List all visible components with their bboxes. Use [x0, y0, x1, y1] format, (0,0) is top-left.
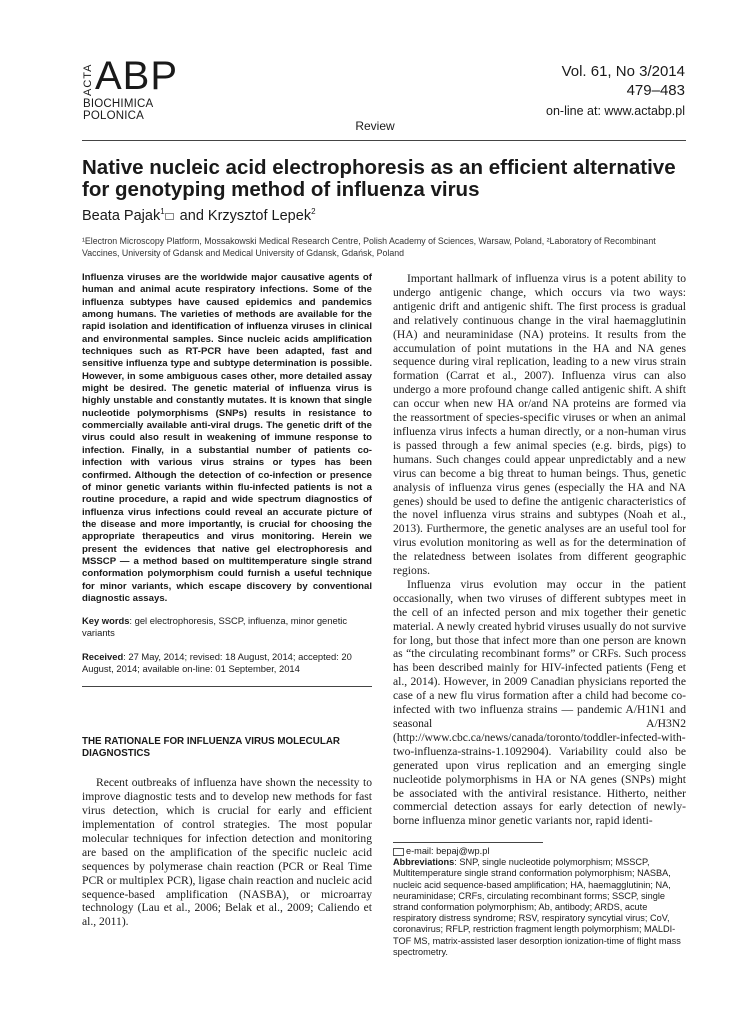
- journal-volume: Vol. 61, No 3/2014: [561, 63, 685, 80]
- journal-online: on-line at: www.actabp.pl: [546, 104, 685, 118]
- mail-icon: [393, 848, 404, 856]
- logo-abp: ABP: [95, 54, 179, 98]
- left-body-paragraph: Recent outbreaks of influenza have shown the necessity to improve diagnostic tests and to develop new methods for fast virus detection, which is crucial for early and efficient implementation of control strategies. The most popular molecular techniques for infection detection and monitoring are based on the amplification of the specific nucleic acid sequences by polymerase chain reaction (PCR or Real Time PCR or multiplex PCR), ligase chain reaction and nucleic acid sequence-based amplification (NASBA), or microarray technology (Lau et al., 2006; Belak et al., 2009; Caliendo et al., 2011).: [82, 776, 372, 929]
- journal-logo: [82, 54, 179, 124]
- header-divider: [82, 140, 686, 141]
- mail-icon: [165, 213, 174, 220]
- right-body-paragraph-1: Important hallmark of influenza virus is a potent ability to undergo antigenic change, which occurs via two ways: antigenic drift and antigenic shift. The first process is gradual and relatively continuous change in the viral haemagglutinin (HA) and neuraminidase (NA) proteins. It results from the accumulation of point mutations in the HA and NA genes sequence during viral replication, leading to a new virus strain formation (Carrat et al., 2007). Influenza virus can also undergo a more profound change called antigenic shift. A shift can occur when new HA or/and NA proteins are formed via the reassortment of species-specific viruses or when an animal influenza virus infects a human directly, or a non-human virus is passed through a few animal species (e.g. birds, pigs) to humans. Such changes could appear unpredictably and a new virus can become a big threat to human beings. Thus, genetic analysis of influenza virus genes (especially the HA and NA genes) should be used to define the antigenic characteristics of the novel influenza virus strains and subtypes (Noah et al., 2013). Furthermore, the genetic analyses are an useful tool for virus evolution monitoring as well as for the determination of the relatedness between isolates from different geographic regions.: [393, 272, 686, 578]
- footnotes: [393, 846, 686, 958]
- article-title: Native nucleic acid electrophoresis as an efficient alternative for genotyping method of influenza virus: [82, 156, 676, 201]
- footnote-divider: [393, 842, 543, 843]
- abstract-divider: [82, 686, 372, 687]
- logo-acta: ACTA: [82, 63, 94, 96]
- footnote-email: e-mail: bepaj@wp.pl: [393, 846, 686, 857]
- affiliations: ¹Electron Microscopy Platform, Mossakowski Medical Research Centre, Polish Academy of Sciences, Warsaw, Poland, ²Laboratory of Recombinant Vaccines, University of Gdansk and Medical University of Gdansk, Gdańsk, Poland: [82, 236, 656, 258]
- section-heading: THE RATIONALE FOR INFLUENZA VIRUS MOLECULAR DIAGNOSTICS: [82, 736, 340, 760]
- article-type: Review: [355, 119, 395, 133]
- footnote-abbreviations: Abbreviations: SNP, single nucleotide polymorphism; MSSCP, Multitemperature single strand conformation polymorphism; NASBA, nucleic acid sequence-based amplification; HA, haemagglutinin; NA, neuraminidase; CRFs, circulating recombinant forms; SSCP, single strand conformation polymorphism; Ab, antibody; ARDS, acute respiratory distress syndrome; RSV, respiratory syncytial virus; CoV, coronavirus; RFLP, restriction fragment length polymorphism; MALDI-TOF MS, matrix-assisted laser desorption ionization-time of flight mass spectrometry.: [393, 857, 681, 957]
- logo-biochimica-polonica: BIOCHIMICA POLONICA: [83, 98, 154, 122]
- authors: Beata Pajak$^1$ and Krzysztof Lepek$^2$: [82, 207, 316, 224]
- right-body-paragraph-2: Influenza virus evolution may occur in the patient occasionally, when two viruses of different subtypes meet in the cell of an infected person and mix together their genetic material. A newly created hybrid viruses usually do not survive for long, but those that infect more than one person are known as “the circulating recombinant forms” or CRFs. Such process has been described mainly for HIV-infected patients (Feng et al., 2014). However, in 2009 Canadian physicians reported the case of a new flu virus formation after a child had become co-infected with two influenza strains — pandemic A/H1N1 and seasonal A/H3N2 (http://www.cbc.ca/news/canada/toronto/toddler-infected-with-two-influenza-strains-1.1092904). Variability could also be generated upon virus replication and an emerging single nucleotide polymorphisms in HA or NA genes (SNPs) might be associated with the antiviral resistance. Hitherto, neither commercial detection assays for early detection of newly-borne influenza minor genetic variants nor, rapid identi-: [393, 577, 686, 828]
- author-1: Beata Pajak: [82, 207, 161, 224]
- keywords: Key words: gel electrophoresis, SSCP, influenza, minor genetic variants: [82, 615, 348, 638]
- left-column: [82, 272, 372, 929]
- right-column: [393, 272, 686, 828]
- journal-pages: 479–483: [626, 82, 685, 99]
- journal-info: [546, 62, 685, 120]
- abstract: Influenza viruses are the worldwide major causative agents of human and animal acute respiratory infections. Some of the influenza subtypes have caused epidemics and pandemics among humans. The varieties of methods are available for the rapid isolation and identification of influenza viruses in clinical and environmental samples. Since nucleic acids amplification techniques such as RT-PCR have been adapted, fast and sensitive influenza type and subtype determination is possible. However, in some ambiguous cases other, more detailed assay might be desired. The genetic material of influenza virus is highly unstable and constantly mutates. It is known that single nucleotide polymorphisms (SNPs) results in resistance to commercially available anti-viral drugs. The genetic drift of the virus could also result in weakening of immune response to infection. Finally, in a substantial number of patients co-infection with various virus strains or types has been confirmed. Although the detection of co-infection or presence of minor genetic variants within flu-infected patients is not a routine procedure, a rapid and wide spectrum diagnostics of influenza virus infections could reveal an accurate picture of the disease and more importantly, is crucial for choosing the appropriate therapeutics and virus monitoring. Herein we present the evidences that native gel electrophoresis and MSSCP — a method based on multitemperature single strand conformation polymorphism could furnish a useful technique for minor variants, which escape discovery by conventional diagnostic assays.: [82, 272, 372, 604]
- received-dates: Received: 27 May, 2014; revised: 18 August, 2014; accepted: 20 August, 2014; available on-line: 01 September, 2014: [82, 651, 352, 674]
- author-2: Krzysztof Lepek: [207, 207, 312, 224]
